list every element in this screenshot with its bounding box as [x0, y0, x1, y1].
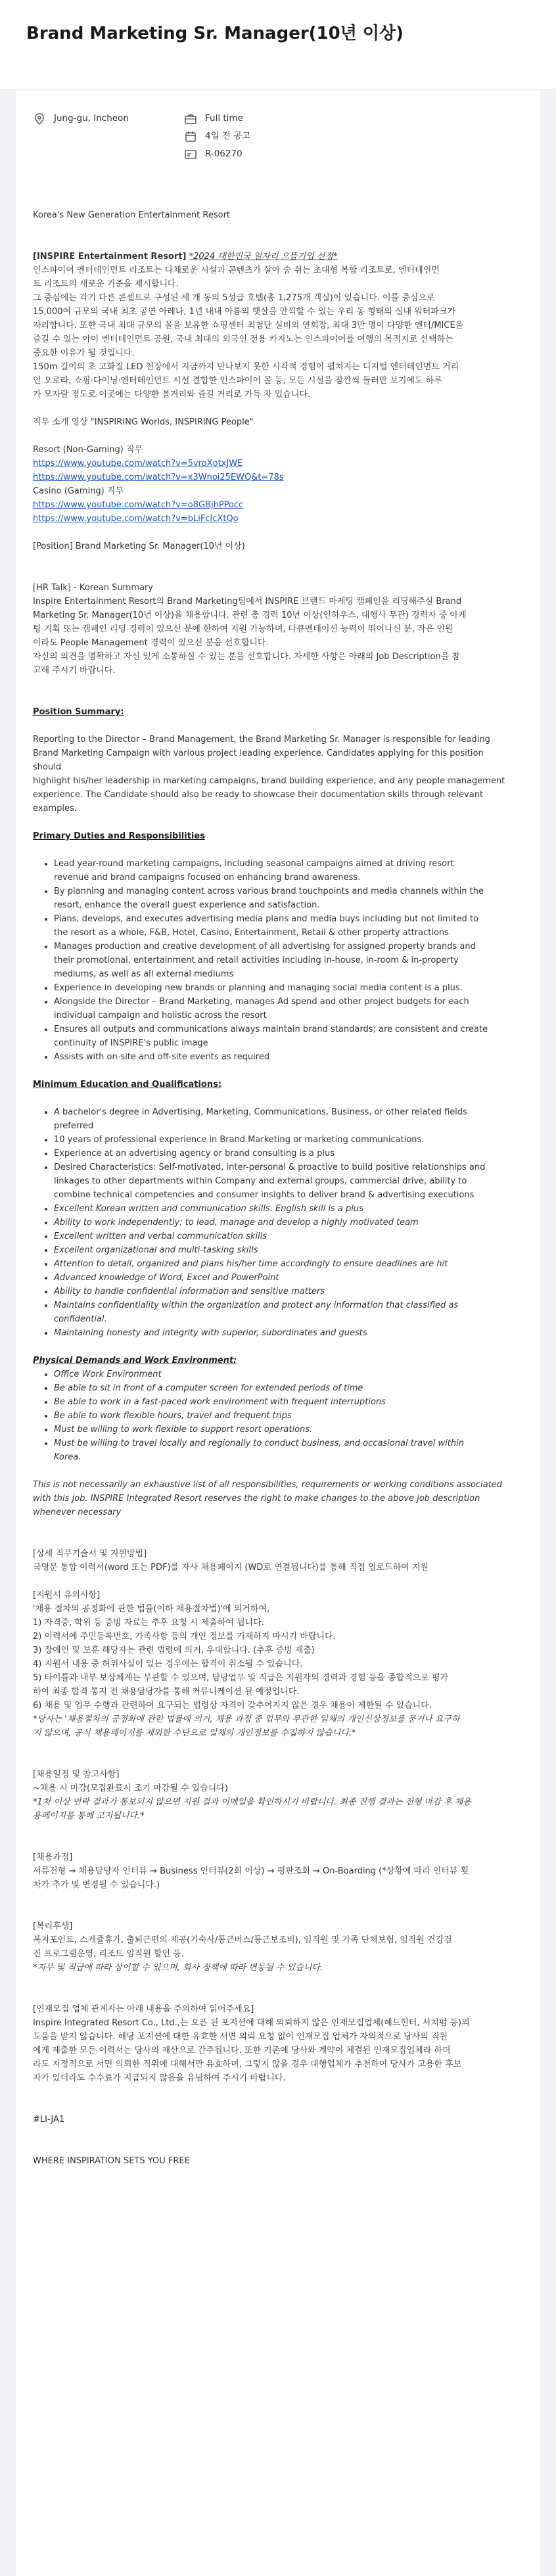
resort-video-link-1[interactable]: https://www.youtube.com/watch?v=5vroXotxJWE — [33, 459, 243, 469]
hashtag: #LI-JA1 — [33, 2115, 65, 2125]
text-line: 가 모자랄 정도로 이곳에는 다양한 볼거리와 즐길 거리로 가득 차 있습니다. — [33, 390, 311, 400]
text-line: 인 오로라, 쇼핑·다이닝·엔터테인먼트 시설 결합한 인스파이어 몰 등, 모든 시설을 잠깐씩 둘러만 보기에도 하루 — [33, 376, 442, 386]
text-line: • 10 years of professional experience in Brand Marketing or marketing communications. — [54, 1135, 425, 1145]
list-item — [54, 1257, 514, 1271]
text-line: • Attention to detail, organized and plans his/her time accordingly to ensure deadlines are hit — [54, 1259, 448, 1269]
list-item — [54, 1368, 514, 1381]
text-line: 하여 최종 합격 통지 전 채용담당자를 통해 커뮤니케이션 될 예정입니다. — [33, 1687, 300, 1697]
text-line: • Alongside the Director – Brand Marketing, manages Ad spend and other project budgets for each — [54, 997, 469, 1007]
list-item — [54, 1271, 514, 1285]
physical-list — [33, 1368, 514, 1464]
apply-title: [상세 직무기술서 및 지원방법] — [33, 1549, 147, 1559]
posted-row — [184, 127, 447, 145]
location-row — [33, 110, 184, 127]
list-item — [54, 1216, 514, 1230]
text-line: 지 않으며, 공식 채용페이지를 제외한 수단으로 일체의 개인정보를 수집하지 않습니다.* — [33, 1728, 356, 1738]
list-item — [54, 981, 514, 995]
employment-type-row — [184, 110, 447, 127]
process-title: [채용과정] — [33, 1852, 73, 1862]
id-card-icon — [184, 148, 197, 161]
list-item — [54, 1299, 514, 1326]
agency-title: [인재모집 업체 관계자는 아래 내용을 주의하여 읽어주세요] — [33, 2004, 254, 2014]
text-line: • Manages production and creative development of all advertising for assigned property brands and — [54, 942, 476, 952]
disclaimer — [33, 1478, 514, 1519]
list-item — [54, 1326, 514, 1340]
text-line: Korea. — [54, 1452, 81, 1462]
casino-video-link-2[interactable]: https://www.youtube.com/watch?v=bLiFcIcXtQo — [33, 514, 239, 524]
position-line: [Position] Brand Marketing Sr. Manager(10년 이상) — [33, 541, 245, 551]
location-text: Jung-gu, Incheon — [54, 113, 129, 124]
education-italic-list-3 — [33, 1299, 514, 1340]
text-line: 15,000여 규모의 국내 최초 공연 아레나, 1년 내내 아름의 햇살을 만끽할 수 있는 우리 동 형태의 실내 워터파크가 — [33, 307, 456, 317]
text-line: 용페이지를 통해 고지됩니다.* — [33, 1811, 145, 1821]
text-line: *1차 이상 연락 결과가 통보되지 않으면 지원 결과 이메일을 확인하시기 바랍니다. 최종 진행 결과는 전형 마감 후 채용 — [33, 1797, 471, 1807]
text-line: 3) 장애인 및 보훈 해당자는 관련 법령에 의거, 우대합니다. (추후 증빙 제출) — [33, 1645, 315, 1655]
text-line: 6) 채용 및 업무 수행과 관련하여 요구되는 법령상 자격이 갖추어지지 않은 경우 채용이 제한될 수 있습니다. — [33, 1701, 432, 1711]
job-description-card — [16, 90, 540, 2576]
education-italic-list-1 — [33, 1202, 514, 1230]
text-line: 진 프로그램운영, 리조트 임직원 할인 등. — [33, 1949, 184, 1959]
hr-title: [HR Talk] - Korean Summary — [33, 583, 153, 593]
subtitle: Korea's New Generation Entertainment Resort — [33, 210, 231, 220]
text-line: the resort as a whole, F&B, Hotel, Casino, Entertainment, Retail & other property attractions — [54, 928, 449, 938]
text-line: • Plans, develops, and executes advertising media plans and media buys including but not limited to — [54, 914, 478, 924]
text-line: • Ability to work independently; to lead, manage and develop a highly motivated team — [54, 1218, 419, 1228]
list-item — [54, 1147, 514, 1161]
process-text — [33, 1864, 514, 1892]
text-line: 즐길 수 있는 아이 엔터테인먼트 공원, 국내 최대의 외국인 전용 카지노는 인스파이어를 여행의 목적지로 선택하는 — [33, 334, 453, 344]
resort-label: Resort (Non-Gaming) 직무 — [33, 445, 143, 455]
list-item — [54, 857, 514, 885]
footer-slogan: WHERE INSPIRATION SETS YOU FREE — [33, 2156, 190, 2166]
text-line: • Maintains confidentiality within the organization and protect any information that classified as — [54, 1300, 459, 1310]
text-line: 4) 지원서 내용 중 허위사실이 있는 경우에는 합격이 취소될 수 있습니다. — [33, 1659, 303, 1669]
text-line: highlight his/her leadership in marketing campaigns, brand building experience, and any people management — [33, 776, 505, 786]
list-item — [54, 940, 514, 981]
text-line: experience. The Candidate should also be ready to showcase their documentation skills through relevant — [33, 790, 484, 800]
list-item — [54, 1285, 514, 1299]
text-line: • Advanced knowledge of Word, Excel and PowerPoint — [54, 1273, 279, 1283]
list-item — [54, 1381, 514, 1395]
notice-title: [지원시 유의사항] — [33, 1590, 101, 1600]
text-line: 중요한 이유가 될 것입니다. — [33, 348, 135, 358]
list-item — [54, 995, 514, 1023]
text-line: 팅 기획 또는 캠페인 리딩 경력이 있으신 분에 한하여 지원 가능하며, 다큐멘테이션 능력이 뛰어나신 분, 작은 인원 — [33, 624, 453, 634]
text-line: '채용 절차의 공정화에 관한 법률(이하 채용절차법)'에 의거하여, — [33, 1604, 270, 1614]
text-line: This is not necessarily an exhaustive list of all responsibilities, requirements or working conditions associated — [33, 1480, 503, 1490]
text-line: • Experience at an advertising agency or brand consulting is a plus — [54, 1149, 335, 1159]
text-line: preferred — [54, 1121, 94, 1131]
posted-text: 4일 전 공고 — [205, 131, 251, 141]
position-summary-paragraph — [33, 733, 514, 816]
text-line: Inspire Integrated Resort Co., Ltd.,는 오픈 된 포지션에 대해 의뢰하지 않은 인재모집업체(헤드헌터, 서치펌 등)의 — [33, 2018, 470, 2028]
education-heading: Minimum Education and Qualifications: — [33, 1080, 222, 1090]
text-line: • Must be willing to work flexible to support resort operations. — [54, 1425, 313, 1435]
text-line: 이라도 People Management 경력이 있으신 분을 선호합니다. — [33, 638, 269, 648]
employment-type-text: Full time — [205, 113, 243, 124]
text-line: Brand Marketing Campaign with various project leading experience. Candidates applying for this position should — [33, 748, 484, 772]
apply-text: 국영문 통합 이력서(word 또는 PDF)를 자사 채용페이지 (WD로 연결됩니다)를 통해 직접 업로드하여 지원 — [33, 1563, 429, 1573]
inspire-title: [INSPIRE Entertainment Resort] — [33, 252, 187, 262]
text-line: whenever necessary — [33, 1507, 122, 1517]
text-line: 고해 주시기 바랍니다. — [33, 666, 116, 676]
text-line: examples. — [33, 804, 77, 814]
text-line: 차가 추가 및 변경될 수 있습니다.) — [33, 1880, 160, 1890]
agency-text — [33, 2016, 514, 2085]
text-line: 자신의 의견을 명확하고 자신 있게 소통하실 수 있는 분을 선호합니다. 자세한 사항은 아래의 Job Description을 참 — [33, 652, 460, 662]
period-title: [채용일정 및 참고사항] — [33, 1770, 120, 1780]
text-line: their promotional, entertainment and retail activities including in-house, in-room & in-property — [54, 955, 459, 965]
text-line: Reporting to the Director – Brand Management, the Brand Marketing Sr. Manager is responsible for leading — [33, 735, 490, 745]
text-line: Inspire Entertainment Resort의 Brand Marketing팀에서 INSPIRE 브랜드 마케팅 캠페인을 리딩해주실 Brand — [33, 597, 462, 607]
benefit-text — [33, 1933, 514, 1975]
text-line: 복지포인트, 스케쥴휴가, 출퇴근편의 제공(기숙사/통근버스/통근보조비), 임직원 및 가족 단체보험, 임직원 건강검 — [33, 1935, 452, 1945]
req-id-text: R-06270 — [205, 149, 243, 159]
text-line: • By planning and managing content across various brand touchpoints and media channels within the — [54, 886, 484, 896]
hr-paragraph — [33, 595, 514, 678]
text-line: • Maintaining honesty and integrity with superior, subordinates and guests — [54, 1328, 367, 1338]
text-line: *당사는 '채용절차의 공정화에 관한 법률에 의거, 채용 과정 중 업무와 무관한 일체의 개인신상정보를 묻거나 요구하 — [33, 1714, 460, 1724]
text-line: continuity of INSPIRE's public image — [54, 1038, 208, 1048]
text-line: • Must be willing to travel locally and regionally to conduct business, and occasional travel within — [54, 1438, 464, 1448]
text-line: • Experience in developing new brands or planning and managing social media content is a plus. — [54, 983, 463, 993]
text-line: linkages to other departments within Company and external groups, commercial drive, ability to — [54, 1176, 467, 1186]
list-item — [54, 1202, 514, 1216]
text-line: • A bachelor's degree in Advertising, Marketing, Communications, Business, or other related fields — [54, 1107, 467, 1117]
text-line: • Lead year-round marketing campaigns, including seasonal campaigns aimed at driving resort — [54, 859, 454, 869]
text-line: mediums, as well as all external mediums — [54, 969, 234, 979]
text-line: *지무 및 직급에 따라 상이할 수 있으며, 회사 정책에 따라 변동될 수 있습니다. — [33, 1963, 323, 1973]
notice-list — [33, 1602, 514, 1740]
text-line: 그 중심에는 각기 다른 콘셉트로 구성된 세 개 동의 5성급 호텔(총 1,275개 객실)이 있습니다. 이를 중심으로 — [33, 293, 435, 303]
education-italic-list-2 — [33, 1230, 514, 1299]
list-item — [54, 1133, 514, 1147]
text-line: 자리합니다. 또한 국내 최대 규모의 몰을 보유한 쇼핑센터 최첨단 실비의 연회장, 최대 3만 명이 다양한 엔터/MICE을 — [33, 321, 464, 331]
text-line: combine technical competencies and consumer insights to deliver brand & advertising executions — [54, 1190, 475, 1200]
location-pin-icon — [33, 112, 46, 126]
text-line: 서류전형 → 채용담당자 인터뷰 → Business 인터뷰(2회 이상) → 평판조회 → On-Boarding (*상황에 따라 인터뷰 횟 — [33, 1866, 469, 1876]
list-item — [54, 1437, 514, 1464]
text-line: • Be able to sit in front of a computer screen for extended periods of time — [54, 1383, 363, 1393]
text-line: 자가 있더라도 수수료가 지급되지 않음을 유념하여 주시기 바랍니다. — [33, 2073, 286, 2083]
video-intro: 직무 소개 영상 "INSPIRING Worlds, INSPIRING People" — [33, 417, 254, 427]
briefcase-icon — [184, 112, 197, 126]
list-item — [54, 1409, 514, 1423]
text-line: • Excellent Korean written and communication skills. English skill is a plus — [54, 1204, 363, 1214]
inspire-paragraph — [33, 264, 514, 402]
education-list — [33, 1105, 514, 1202]
text-line: • Excellent written and verbal communication skills — [54, 1231, 267, 1241]
job-meta — [33, 110, 514, 208]
text-line: • Ensures all outputs and communications always maintain brand standards; are consistent and create — [54, 1024, 488, 1034]
text-line: 2) 이력서에 주민등록번호, 가족사항 등의 개인 정보를 기재하지 마시기 바랍니다. — [33, 1632, 336, 1642]
text-line: confidential. — [54, 1314, 107, 1324]
text-line: • Be able to work in a fast-paced work environment with frequent interruptions — [54, 1397, 386, 1407]
text-line: 트 리조트의 새로운 기준을 제시합니다. — [33, 279, 179, 289]
text-line: • Desired Characteristics: Self-motivated, inter-personal & proactive to build positive relationships and — [54, 1162, 486, 1172]
duties-list — [33, 857, 514, 1064]
list-item — [54, 1243, 514, 1257]
physical-heading: Physical Demands and Work Environment: — [33, 1356, 237, 1366]
period-note — [33, 1795, 514, 1823]
text-line: 1) 자격증, 학위 등 증빙 자료는 추후 요청 시 제출하여 됩니다. — [33, 1618, 264, 1628]
calendar-icon — [184, 130, 197, 143]
text-line: individual campaign and holistic across the resort — [54, 1011, 267, 1021]
text-line: 도움을 받지 않습니다. 해당 포지션에 대한 유효한 서면 의뢰 요청 없이 인재모집 업체가 자의적으로 당사의 직원 — [33, 2032, 448, 2042]
text-line: 5) 타이틀과 내부 보상체계는 무관할 수 있으며, 담당업무 및 직급은 지원자의 경력과 경험 등을 종합적으로 평가 — [33, 1673, 449, 1683]
job-header — [0, 0, 556, 90]
duties-heading: Primary Duties and Responsibilities — [33, 831, 205, 841]
list-item — [54, 1161, 514, 1202]
text-line: Marketing Sr. Manager(10년 이상)을 채용합니다. 관련 총 경력 10년 이상(인하우스, 대행사 무관) 경력자 중 아케 — [33, 610, 467, 620]
benefit-title: [복리후생] — [33, 1921, 73, 1931]
list-item — [54, 1105, 514, 1133]
casino-video-link-1[interactable]: https://www.youtube.com/watch?v=o8GBjhPPocc — [33, 500, 244, 510]
text-line: with this job. INSPIRE Integrated Resort reserves the right to make changes to the above job description — [33, 1494, 480, 1504]
list-item — [54, 1395, 514, 1409]
text-line: • Assists with on-site and off-site events as required — [54, 1052, 270, 1062]
text-line: • Ability to handle confidential information and sensitive matters — [54, 1287, 325, 1297]
inspire-award: *2024 대한민국 일자리 으뜸기업 선정* — [189, 252, 338, 262]
text-line: • Be able to work flexible hours, travel and frequent trips — [54, 1411, 292, 1421]
list-item — [54, 885, 514, 912]
text-line: resort, enhance the overall guest experience and satisfaction. — [54, 900, 320, 910]
text-line: 150m 길이의 초 고화질 LED 천장에서 지금까지 만나보지 못한 시각적 경험이 펼쳐지는 디지털 엔터테인먼트 거리 — [33, 362, 459, 372]
list-item — [54, 1423, 514, 1437]
position-summary-heading: Position Summary: — [33, 707, 124, 717]
req-id-row — [184, 145, 447, 163]
text-line: 인스파이어 엔터테인먼트 리조트는 다채로운 시설과 콘텐츠가 살아 숨 쉬는 초대형 복합 리조트로, 엔터테인먼 — [33, 265, 440, 275]
text-line: • Excellent organizational and multi-tasking skills — [54, 1245, 258, 1255]
job-title: Brand Marketing Sr. Manager(10년 이상) — [26, 24, 404, 43]
casino-label: Casino (Gaming) 직무 — [33, 486, 124, 496]
period-line: ~채용 시 마감(모집완료시 조기 마감될 수 있습니다) — [33, 1783, 228, 1793]
text-line: 에게 제출한 모든 이력서는 당사의 재산으로 간주됩니다. 또한 기존에 당사와 계약이 체결된 인재모집업체라 하더 — [33, 2046, 451, 2056]
list-item — [54, 1050, 514, 1064]
list-item — [54, 912, 514, 940]
inspire-heading — [33, 250, 514, 264]
text-line: • Office Work Environment — [54, 1369, 162, 1379]
list-item — [54, 1230, 514, 1243]
resort-video-link-2[interactable]: https://www.youtube.com/watch?v=x3Wnoi25EWQ&t=78s — [33, 472, 284, 482]
text-line: 라도 지정적으로 서면 의뢰한 직위에 대해서만 유효하며, 그렇지 않을 경우 대행업체가 추천하여 당사가 고용한 후보 — [33, 2059, 462, 2069]
list-item — [54, 1023, 514, 1050]
text-line: revenue and brand campaigns focused on enhancing brand awareness. — [54, 873, 361, 883]
